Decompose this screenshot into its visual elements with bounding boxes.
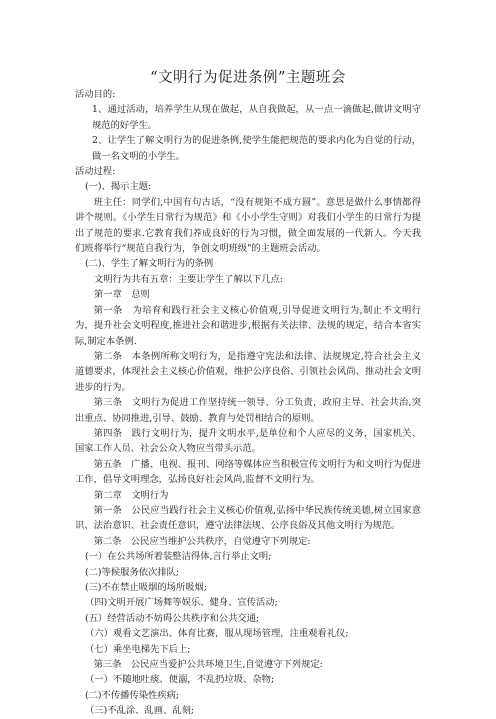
list-item: (五）经营活动不妨碍公共秩序和公共交通; bbox=[85, 612, 260, 624]
article-paragraph: 第二条 本条例所称文明行为，是指遵守宪法和法律、法规规定,符合社会主义道德要求，体现社会主义核心价值观，维护公序良俗、引领社会风尚、推动社会文明进步的行为。 bbox=[75, 350, 421, 393]
paragraph: 2、让学生了解文明行为的促进条例,使学生能把规范的要求内化为自觉的行动，做一名文明的小学生。 bbox=[92, 135, 421, 162]
article-paragraph: 第三条 文明行为促进工作坚持统一领导、分工负责，政府主导、社会共治,突出重点、协同推进,引导、鼓励、教育与处罚相结合的原则。 bbox=[75, 397, 421, 424]
list-item: (二)等候服务依次排队; bbox=[85, 566, 180, 578]
list-item: （七）乘坐电梯先下后上; bbox=[85, 643, 191, 655]
list-item: (三)不在禁止吸烟的场所吸烟; bbox=[85, 582, 207, 593]
list-item: （一）不随地吐痰、便溺，不乱扔垃圾、杂物; bbox=[85, 674, 275, 686]
list-item: （四)文明开展广场舞等娱乐、健身、宣传活动; bbox=[85, 597, 278, 609]
paragraph: 班主任：同学们,中国有句古话，“没有规矩不成方圆”。意思是做什么事情都得讲个规则。《小学生日常行为规范》和《小小学生守则》对我们小学生的日常行为提出了规范的要求.它教育我们养成良好的行为习惯，做全面发展的一代新人。今天我们班将举行“规范自我行为，争创文明班级"的主题班会活动。 bbox=[75, 196, 421, 255]
section-heading: (一)、揭示主题: bbox=[85, 181, 152, 193]
list-item: (一）在公共场所着装整洁得体,言行举止文明; bbox=[85, 551, 272, 563]
paragraph: 1、通过活动，培养学生从现在做起，从自我做起，从一点一滴做起,做讲文明守规范的好学生。 bbox=[92, 104, 421, 131]
article-paragraph: 第二条 公民应当维护公共秩序，自觉遵守下列规定: bbox=[93, 535, 311, 547]
article-paragraph: 第一条 公民应当践行社会主义核心价值观,弘扬中华民族传统美德,树立国家意识、法治意识、社会责任意识，遵守法律法规、公序良俗及其他文明行为规范。 bbox=[75, 504, 421, 532]
article-paragraph: 第五条 广播、电视、报刊、网络等媒体应当积极宣传文明行为和文明行为促进工作，倡导文明理念，弘扬良好社会风尚,监督不文明行为。 bbox=[75, 458, 421, 486]
section-label-process: 活动过程: bbox=[75, 166, 116, 178]
section-heading: (二)、学生了解文明行为的条例 bbox=[85, 258, 214, 270]
chapter-heading: 第一章 总则 bbox=[94, 289, 150, 301]
article-paragraph: 第四条 践行文明行为，提升文明水平,是单位和个人应尽的义务，国家机关、国家工作人员、社会公众人物应当带头示范。 bbox=[75, 427, 421, 455]
list-item: （三)不乱涂、乱画、乱刻; bbox=[85, 705, 195, 717]
document-body bbox=[75, 87, 421, 719]
document-title: “文明行为促进条例”主题班会 bbox=[150, 70, 346, 86]
list-item: （六）观看文艺演出、体育比赛，服从现场管理，注重观看礼仪; bbox=[85, 628, 349, 640]
list-item: (二)不传播传染性疾病; bbox=[85, 689, 180, 701]
section-label-purpose: 活动目的: bbox=[75, 89, 116, 100]
article-paragraph: 第一条 为培育和践行社会主义核心价值观,引导促进文明行为,制止不文明行为，提升社会文明程度,推进社会和谐进步,根据有关法律、法规的规定，结合本省实际,制定本条例. bbox=[75, 304, 421, 347]
chapter-heading: 第二章 文明行为 bbox=[94, 489, 169, 501]
paragraph: 文明行为共有五章：主要让学生了解以下几点: bbox=[94, 273, 284, 285]
article-paragraph: 第三条 公民应当爱护公共环境卫生,自觉遵守下列规定: bbox=[93, 659, 323, 671]
